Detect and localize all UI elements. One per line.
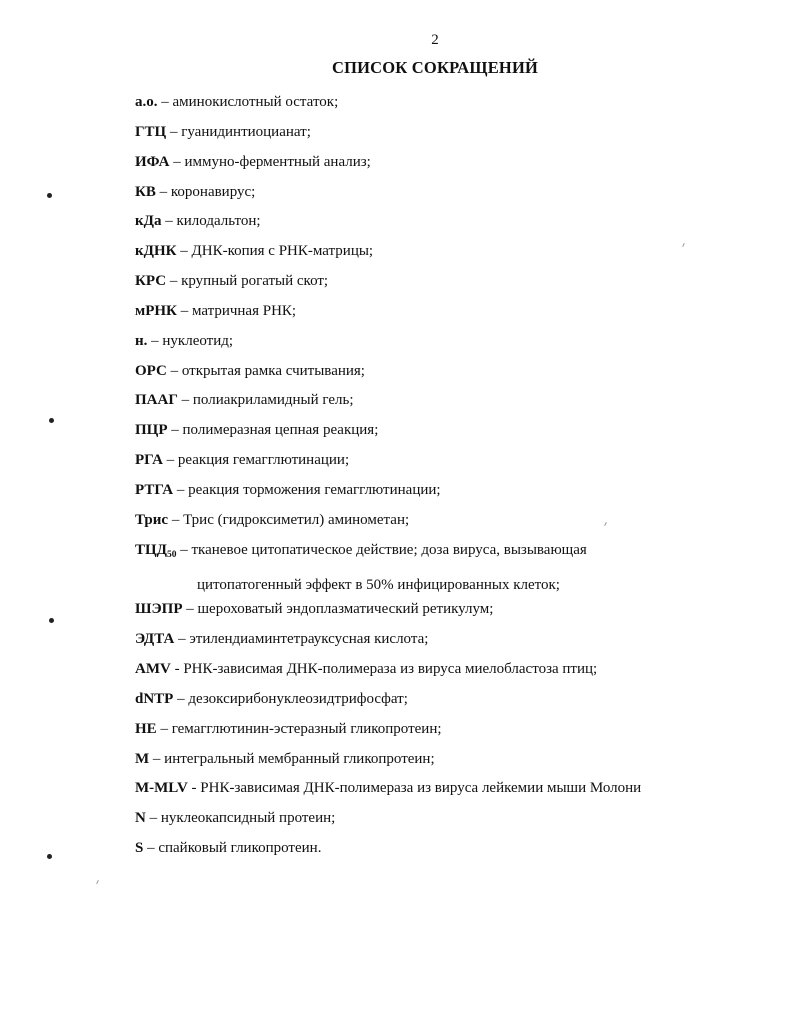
abbreviation-item [135, 599, 775, 629]
abbreviation-term: N [135, 810, 146, 827]
abbreviation-item [135, 540, 775, 600]
abbreviation-description: реакция торможения гемагглютинации; [188, 481, 441, 498]
abbreviation-item [135, 659, 775, 689]
abbreviation-term: КВ [135, 183, 156, 200]
abbreviation-separator: – [169, 153, 185, 170]
abbreviation-description: килодальтон; [176, 213, 261, 230]
abbreviation-item [135, 420, 775, 450]
abbreviation-description: нуклеотид; [162, 332, 234, 349]
abbreviation-separator: – [161, 213, 177, 230]
abbreviation-description-continued: цитопатогенный эффект в 50% инфицированных клеток; [197, 576, 560, 593]
abbreviation-term: н. [135, 332, 148, 349]
abbreviation-term: ОРС [135, 362, 167, 379]
abbreviation-term: ТЦД [135, 541, 167, 558]
abbreviation-description: гемагглютинин-эстеразный гликопротеин; [171, 720, 442, 737]
abbreviation-separator: – [177, 392, 193, 409]
abbreviation-item [135, 152, 775, 182]
abbreviation-description: нуклеокапсидный протеин; [160, 810, 336, 827]
abbreviation-description: Трис (гидроксиметил) аминометан; [183, 511, 410, 528]
abbreviation-item [135, 390, 775, 420]
abbreviation-description: иммуно-ферментный анализ; [184, 153, 371, 170]
abbreviation-item [135, 211, 775, 241]
abbreviation-separator: – [176, 302, 192, 319]
abbreviation-separator: – [173, 690, 189, 707]
abbreviation-description: шероховатый эндоплазматический ретикулум; [197, 601, 494, 618]
abbreviation-term: Трис [135, 511, 169, 528]
abbreviation-description: интегральный мембранный гликопротеин; [164, 750, 435, 767]
abbreviation-item [135, 510, 775, 540]
page-number: 2 [431, 32, 439, 48]
abbreviation-term: S [135, 840, 144, 857]
abbreviation-separator: – [156, 720, 172, 737]
abbreviation-term: ШЭПР [135, 601, 183, 618]
abbreviation-list [135, 92, 775, 868]
abbreviation-term: M-MLV [135, 780, 188, 797]
scan-hole-dot [49, 618, 54, 623]
abbreviation-description: этилендиаминтетрауксусная кислота; [189, 631, 429, 648]
abbreviation-item [135, 719, 775, 749]
abbreviation-description: реакция гемагглютинации; [177, 452, 350, 469]
abbreviation-item [135, 629, 775, 659]
abbreviation-item [135, 778, 775, 808]
abbreviation-item [135, 271, 775, 301]
abbreviation-term: dNTP [135, 690, 174, 707]
abbreviation-item [135, 361, 775, 391]
abbreviation-item [135, 450, 775, 480]
abbreviation-separator: – [149, 750, 165, 767]
abbreviation-item [135, 838, 775, 868]
abbreviation-item [135, 122, 775, 152]
abbreviation-separator: – [157, 94, 173, 110]
abbreviation-description: ДНК-копия с РНК-матрицы; [191, 243, 374, 260]
abbreviation-term: мРНК [135, 302, 177, 319]
abbreviation-item [135, 480, 775, 510]
abbreviation-term: ГТЦ [135, 123, 167, 140]
abbreviation-separator: – [173, 481, 189, 498]
abbreviation-term: AMV [135, 661, 171, 678]
abbreviation-subscript: 50 [167, 549, 177, 560]
abbreviation-description: крупный рогатый скот; [181, 273, 329, 290]
abbreviation-term: M [135, 750, 150, 767]
abbreviation-separator: - [170, 661, 184, 678]
abbreviation-description: полиакриламидный гель; [192, 392, 354, 409]
abbreviation-term: кДа [135, 213, 162, 230]
abbreviation-description: РНК-зависимая ДНК-полимераза из вируса лейкемии мыши Молони [200, 780, 642, 797]
abbreviation-description: аминокислотный остаток; [172, 94, 339, 110]
abbreviation-term: HE [135, 720, 157, 737]
abbreviation-item [135, 182, 775, 212]
abbreviation-term: КРС [135, 273, 167, 290]
abbreviation-separator: – [162, 452, 178, 469]
page-title: СПИСОК СОКРАЩЕНИЙ [331, 58, 539, 77]
abbreviation-item [135, 808, 775, 838]
scan-hole-dot [47, 193, 52, 198]
abbreviation-description: тканевое цитопатическое действие; доза вируса, вызывающая [191, 541, 587, 558]
scan-speck [96, 880, 99, 884]
abbreviation-separator: – [147, 332, 163, 349]
abbreviation-separator: – [176, 243, 192, 260]
abbreviation-term: кДНК [135, 243, 177, 260]
abbreviation-separator: – [176, 541, 192, 558]
abbreviation-description: полимеразная цепная реакция; [182, 422, 379, 439]
abbreviation-term: ЭДТА [135, 631, 175, 648]
abbreviation-description: дезоксирибонуклеозидтрифосфат; [188, 690, 408, 707]
abbreviation-term: ПААГ [135, 392, 178, 409]
abbreviation-term: ИФА [135, 153, 170, 170]
abbreviation-description: открытая рамка считывания; [181, 362, 365, 379]
abbreviation-term: РТГА [135, 481, 174, 498]
abbreviation-term: ПЦР [135, 422, 168, 439]
abbreviation-separator: – [143, 840, 159, 857]
abbreviation-description: РНК-зависимая ДНК-полимераза из вируса миелобластоза птиц; [183, 661, 598, 678]
abbreviation-item [135, 749, 775, 779]
abbreviation-term: а.о. [135, 94, 158, 110]
abbreviation-description: матричная РНК; [191, 302, 297, 319]
abbreviation-item [135, 241, 775, 271]
abbreviation-separator: – [168, 511, 184, 528]
abbreviation-item [135, 689, 775, 719]
abbreviation-item [135, 331, 775, 361]
abbreviation-separator: – [145, 810, 161, 827]
abbreviation-term: РГА [135, 452, 163, 469]
abbreviation-separator: – [155, 183, 171, 200]
abbreviation-separator: – [174, 631, 190, 648]
abbreviation-item [135, 301, 775, 331]
abbreviation-separator: – [166, 362, 182, 379]
abbreviation-separator: - [187, 780, 201, 797]
scan-hole-dot [49, 418, 54, 423]
abbreviation-separator: – [182, 601, 198, 618]
abbreviation-item [135, 92, 775, 122]
abbreviation-separator: – [166, 273, 182, 290]
scan-hole-dot [47, 854, 52, 859]
abbreviation-separator: – [167, 422, 183, 439]
abbreviation-description: гуанидинтиоцианат; [181, 123, 311, 140]
abbreviation-separator: – [166, 123, 182, 140]
abbreviation-description: коронавирус; [170, 183, 256, 200]
abbreviation-description: спайковый гликопротеин. [158, 840, 322, 857]
